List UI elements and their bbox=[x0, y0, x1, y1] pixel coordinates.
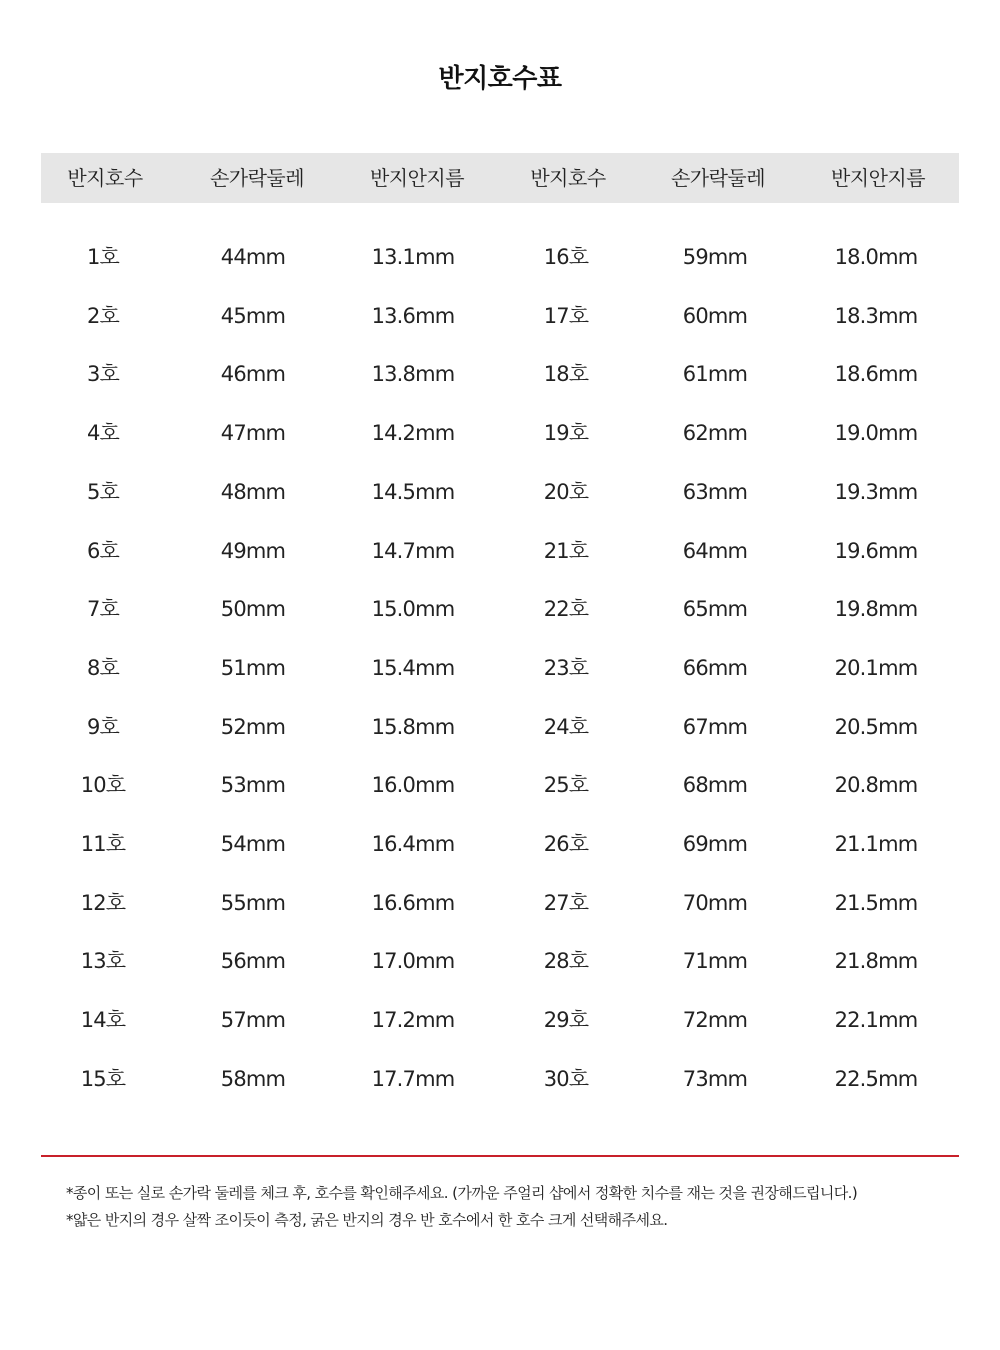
table-row bbox=[0, 932, 1000, 991]
table-cell: 71mm bbox=[682, 949, 748, 974]
table-cell: 18.0mm bbox=[834, 245, 918, 269]
table-cell: 14.7mm bbox=[371, 538, 455, 563]
table-header bbox=[41, 153, 959, 203]
header-ring-size: 반지호수 bbox=[67, 166, 143, 190]
table-cell: 68mm bbox=[682, 773, 748, 798]
table-cell: 66mm bbox=[682, 655, 748, 680]
table-cell: 8호 bbox=[86, 655, 120, 680]
table-cell: 48mm bbox=[220, 479, 286, 504]
table-cell: 14.2mm bbox=[371, 421, 455, 446]
table-cell: 20.1mm bbox=[834, 655, 918, 680]
table-cell: 58mm bbox=[220, 1066, 286, 1091]
table-cell: 15.4mm bbox=[371, 655, 455, 680]
table-row bbox=[0, 756, 1000, 815]
table-cell: 19호 bbox=[543, 421, 589, 446]
table-cell: 22.1mm bbox=[834, 1008, 918, 1033]
table-cell: 69mm bbox=[682, 832, 748, 856]
table-cell: 62mm bbox=[682, 421, 748, 446]
divider bbox=[41, 1155, 959, 1157]
table-cell: 12호 bbox=[80, 890, 126, 915]
header-finger-circumference: 손가락둘레 bbox=[209, 166, 305, 190]
table-cell: 73mm bbox=[682, 1066, 748, 1091]
table-row bbox=[0, 287, 1000, 346]
table-row bbox=[0, 522, 1000, 581]
table-row bbox=[0, 404, 1000, 463]
note-thickness: *얇은 반지의 경우 살짝 조이듯이 측정, 굵은 반지의 경우 반 호수에서 한 호수 크게 선택해주세요. bbox=[66, 1211, 668, 1229]
table-cell: 57mm bbox=[220, 1008, 286, 1033]
table-row bbox=[0, 345, 1000, 404]
table-cell: 20.8mm bbox=[834, 773, 918, 798]
table-cell: 23호 bbox=[543, 655, 589, 680]
table-cell: 24호 bbox=[543, 714, 589, 739]
header-ring-size-2: 반지호수 bbox=[530, 166, 606, 190]
table-cell: 60mm bbox=[682, 303, 748, 328]
table-cell: 21.1mm bbox=[834, 832, 918, 856]
table-row bbox=[0, 463, 1000, 522]
table-cell: 15.0mm bbox=[371, 597, 455, 622]
table-row bbox=[0, 639, 1000, 698]
table-cell: 65mm bbox=[682, 597, 748, 622]
table-cell: 11호 bbox=[80, 832, 126, 856]
table-cell: 15.8mm bbox=[371, 714, 455, 739]
table-cell: 3호 bbox=[86, 362, 120, 387]
table-cell: 64mm bbox=[682, 538, 748, 563]
table-cell: 20.5mm bbox=[834, 714, 918, 739]
table-cell: 28호 bbox=[543, 949, 589, 974]
table-cell: 18호 bbox=[543, 362, 589, 387]
table-row bbox=[0, 698, 1000, 757]
table-cell: 14호 bbox=[80, 1008, 126, 1033]
table-cell: 67mm bbox=[682, 714, 748, 739]
table-cell: 5호 bbox=[86, 479, 120, 504]
table-cell: 16.6mm bbox=[371, 890, 455, 915]
table-cell: 13.6mm bbox=[371, 303, 455, 328]
table-cell: 54mm bbox=[220, 832, 286, 856]
table-row bbox=[0, 874, 1000, 933]
table-cell: 14.5mm bbox=[371, 479, 455, 504]
table-cell: 22.5mm bbox=[834, 1066, 918, 1091]
table-cell: 55mm bbox=[220, 890, 286, 915]
table-cell: 19.6mm bbox=[834, 538, 918, 563]
table-cell: 46mm bbox=[220, 362, 286, 387]
table-cell: 30호 bbox=[543, 1066, 589, 1091]
table-cell: 19.8mm bbox=[834, 597, 918, 622]
table-cell: 72mm bbox=[682, 1008, 748, 1033]
page-title: 반지호수표 bbox=[438, 64, 562, 94]
header-inner-diameter-2: 반지안지름 bbox=[830, 166, 926, 190]
table-cell: 63mm bbox=[682, 479, 748, 504]
table-cell: 19.0mm bbox=[834, 421, 918, 446]
table-cell: 29호 bbox=[543, 1008, 589, 1033]
notes bbox=[66, 1180, 966, 1234]
table-cell: 22호 bbox=[543, 597, 589, 622]
table-cell: 52mm bbox=[220, 714, 286, 739]
table-cell: 16.4mm bbox=[371, 832, 455, 856]
table-row bbox=[0, 991, 1000, 1050]
header-inner-diameter: 반지안지름 bbox=[369, 166, 465, 190]
table-cell: 21.5mm bbox=[834, 890, 918, 915]
table-cell: 26호 bbox=[543, 832, 589, 856]
table-cell: 21.8mm bbox=[834, 949, 918, 974]
table-cell: 16호 bbox=[543, 245, 589, 269]
table-cell: 61mm bbox=[682, 362, 748, 387]
table-cell: 44mm bbox=[220, 245, 286, 269]
table-cell: 2호 bbox=[86, 303, 120, 328]
table-cell: 1호 bbox=[86, 245, 120, 269]
table-cell: 21호 bbox=[543, 538, 589, 563]
table-cell: 18.3mm bbox=[834, 303, 918, 328]
table-cell: 9호 bbox=[86, 714, 120, 739]
table-cell: 15호 bbox=[80, 1066, 126, 1091]
table-cell: 50mm bbox=[220, 597, 286, 622]
table-cell: 45mm bbox=[220, 303, 286, 328]
table-cell: 56mm bbox=[220, 949, 286, 974]
table-cell: 4호 bbox=[86, 421, 120, 446]
table-cell: 49mm bbox=[220, 538, 286, 563]
table-cell: 16.0mm bbox=[371, 773, 455, 798]
table-row bbox=[0, 580, 1000, 639]
table-cell: 7호 bbox=[86, 597, 120, 622]
table-cell: 17호 bbox=[543, 303, 589, 328]
table-cell: 27호 bbox=[543, 890, 589, 915]
table-cell: 47mm bbox=[220, 421, 286, 446]
table-cell: 17.7mm bbox=[371, 1066, 455, 1091]
table-cell: 25호 bbox=[543, 773, 589, 798]
table-cell: 51mm bbox=[220, 655, 286, 680]
table-cell: 6호 bbox=[86, 538, 120, 563]
table-row bbox=[0, 1050, 1000, 1109]
table-cell: 13.1mm bbox=[371, 245, 455, 269]
note-measure: *종이 또는 실로 손가락 둘레를 체크 후, 호수를 확인해주세요. (가까운 주얼리 샵에서 정확한 치수를 재는 것을 권장해드립니다.) bbox=[66, 1184, 858, 1202]
table-cell: 70mm bbox=[682, 890, 748, 915]
table-cell: 17.2mm bbox=[371, 1008, 455, 1033]
table-cell: 17.0mm bbox=[371, 949, 455, 974]
table-row bbox=[0, 815, 1000, 874]
table-cell: 20호 bbox=[543, 479, 589, 504]
table-cell: 10호 bbox=[80, 773, 126, 798]
table-cell: 53mm bbox=[220, 773, 286, 798]
table-cell: 18.6mm bbox=[834, 362, 918, 387]
table-cell: 59mm bbox=[682, 245, 748, 269]
header-finger-circumference-2: 손가락둘레 bbox=[670, 166, 766, 190]
table-cell: 13호 bbox=[80, 949, 126, 974]
table-cell: 19.3mm bbox=[834, 479, 918, 504]
table-row bbox=[0, 228, 1000, 287]
table-cell: 13.8mm bbox=[371, 362, 455, 387]
